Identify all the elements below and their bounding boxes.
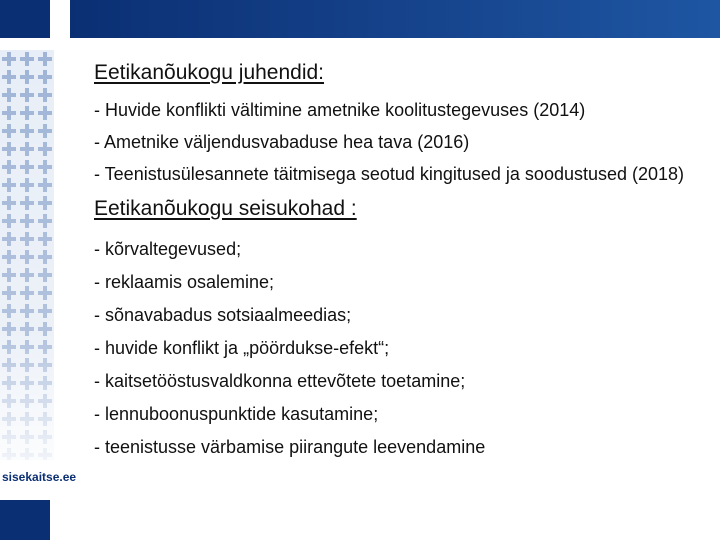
heading-positions: Eetikanõukogu seisukohad : bbox=[94, 197, 357, 220]
top-banner bbox=[70, 0, 720, 38]
brand-label: sisekaitse.ee bbox=[2, 470, 77, 484]
list-item: - Ametnike väljendusvabaduse hea tava (2016) bbox=[94, 132, 470, 152]
list-item: - Huvide konflikti vältimine ametnike koolitustegevuses (2014) bbox=[94, 100, 586, 120]
guidelines-list bbox=[94, 98, 712, 187]
list-item: - Teenistusülesannete täitmisega seotud kingitused ja soodustused (2018) bbox=[94, 164, 685, 184]
top-left-block bbox=[0, 0, 50, 38]
bottom-left-block bbox=[0, 500, 50, 540]
list-item: - teenistusse värbamise piirangute leevendamine bbox=[94, 437, 486, 457]
positions-list bbox=[94, 236, 712, 460]
list-item: - kõrvaltegevused; bbox=[94, 239, 242, 259]
list-item: - sõnavabadus sotsiaalmeedias; bbox=[94, 305, 352, 325]
list-item: - reklaamis osalemine; bbox=[94, 272, 275, 292]
heading-guidelines: Eetikanõukogu juhendid: bbox=[94, 61, 325, 84]
decorative-pattern bbox=[0, 50, 54, 460]
list-item: - kaitsetööstusvaldkonna ettevõtete toetamine; bbox=[94, 371, 466, 391]
slide-content bbox=[94, 58, 712, 467]
list-item: - huvide konflikt ja „pöördukse-efekt“; bbox=[94, 338, 390, 358]
list-item: - lennuboonuspunktide kasutamine; bbox=[94, 404, 379, 424]
